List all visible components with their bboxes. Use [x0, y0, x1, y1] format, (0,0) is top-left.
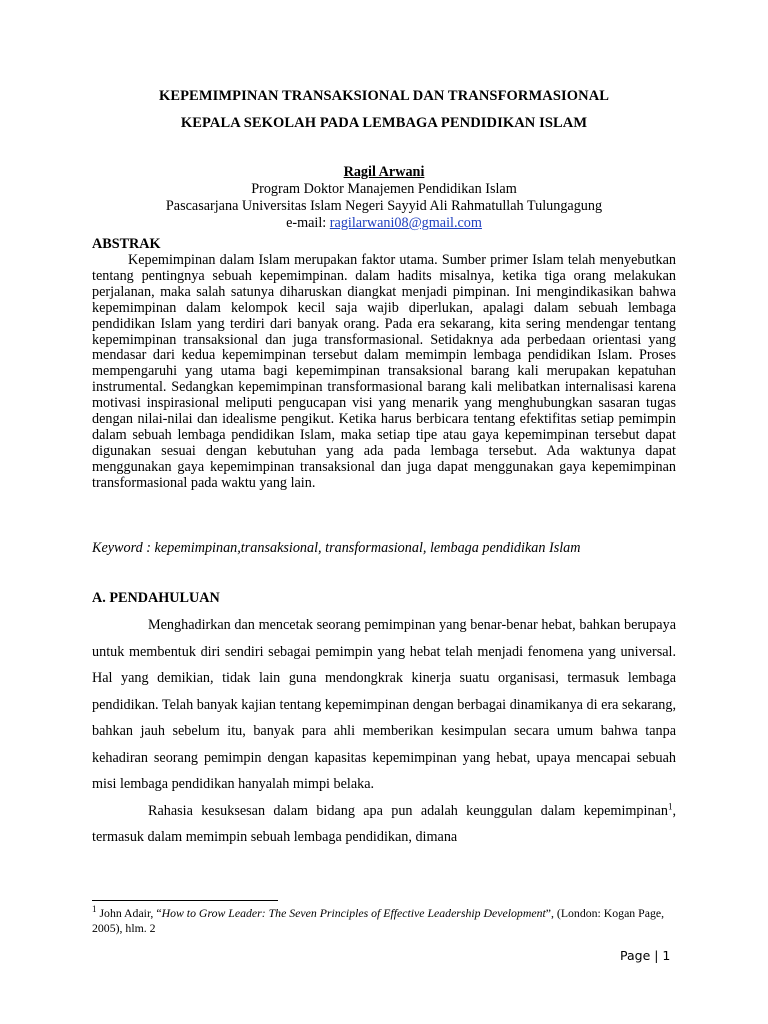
keyword-line: Keyword : kepemimpinan,transaksional, transformasional, lembaga pendidikan Islam	[92, 540, 581, 556]
footnote-book-title: How to Grow Leader: The Seven Principles of Effective Leadership Development	[161, 906, 546, 920]
body-paragraph-2	[92, 798, 676, 851]
section-body	[92, 612, 676, 851]
email-label: e-mail:	[286, 215, 330, 231]
section-heading: A. PENDAHULUAN	[92, 590, 220, 606]
author-institution: Pascasarjana Universitas Islam Negeri Sayyid Ali Rahmatullah Tulungagung	[165, 198, 603, 214]
author-name: Ragil Arwani	[343, 164, 425, 180]
author-email-line	[0, 215, 768, 232]
footnote-divider	[92, 900, 278, 901]
paper-title-line-1: KEPEMIMPINAN TRANSAKSIONAL DAN TRANSFORMASIONAL	[158, 88, 610, 104]
body-paragraph-1: Menghadirkan dan mencetak seorang pemimpinan yang benar-benar hebat, bahkan berupaya untuk membentuk diri sendiri sebagai pemimpin yang hebat telah menjadi fenomena yang universal. Hal yang demikian, tidak lain guna mendongkrak kinerja suatu organisasi, termasuk lembaga pendidikan. Telah banyak kajian tentang kepemimpinan dengan berbagai dinamikanya di era sekarang, bahkan jauh sebelum itu, banyak para ahli memberikan kesimpulan secara umum bahwa tanpa kehadiran seorang pemimpin dengan kapasitas kepemimpinan yang hebat, upaya mencapai sebuah misi lembaga pendidikan hanyalah mimpi belaka.	[92, 617, 676, 792]
paper-title-line-2: KEPALA SEKOLAH PADA LEMBAGA PENDIDIKAN ISLAM	[180, 115, 588, 131]
footnote	[92, 906, 676, 936]
email-link[interactable]: ragilarwani08@gmail.com	[329, 215, 482, 231]
footnote-publication: ”, (London: Kogan Page, 2005), hlm. 2	[92, 906, 665, 935]
page-number: Page | 1	[620, 948, 671, 963]
abstract-heading: ABSTRAK	[92, 236, 161, 252]
author-block	[0, 164, 768, 232]
footnote-author: John Adair, “	[96, 906, 162, 920]
footnote-number: 1	[92, 904, 97, 915]
footnote-reference[interactable]: 1	[667, 800, 673, 811]
abstract-text: Kepemimpinan dalam Islam merupakan faktor utama. Sumber primer Islam telah menyebutkan tentang pentingnya sebuah kepemimpinan. dalam hadits misalnya, ketika tiga orang melakukan perjalanan, maka salah satunya diharuskan diangkat menjadi pimpinan. Ini mengindikasikan bahwa kepemimpinan dalam kelompok kecil saja wajib diperlukan, apalagi dalam sebuah lembaga pendidikan Islam yang terdiri dari banyak orang. Pada era sekarang, kita sering mendengar tentang kepemimpinan transaksional dan juga transformasional. Setidaknya ada perbedaan orientasi yang mendasar dari kedua kepemimpinan tersebut dalam memimpin lembaga pendidikan Islam. Proses mempengaruhi yang utama bagi kepemimpinan transaksional barang kali merupakan kepatuhan instrumental. Sedangkan kepemimpinan transformasional barang kali melibatkan internalisasi karena motivasi inspirasional meliputi pengucapan visi yang menarik yang menghubungkan sasaran tugas dengan nilai-nilai dan idealisme pengikut. Ketika harus berbicara tentang efektifitas setiap pemimpin dalam sebuah lembaga pendidikan Islam, maka setiap tipe atau gaya kepemimpinan tersebut dapat digunakan sesuai dengan kebutuhan yang ada pada lembaga tersebut. Ada waktunya dapat menggunakan gaya kepemimpinan transaksional dan juga dapat menggunakan gaya kepemimpinan transformasional pada waktu yang lain.	[92, 252, 676, 491]
body-paragraph-2-text: Rahasia kesuksesan dalam bidang apa pun adalah keunggulan dalam kepemimpinan	[148, 802, 668, 819]
author-program: Program Doktor Manajemen Pendidikan Islam	[251, 181, 517, 197]
body-paragraph-2-continuation: , termasuk dalam memimpin sebuah lembaga pendidikan, dimana	[92, 802, 676, 845]
